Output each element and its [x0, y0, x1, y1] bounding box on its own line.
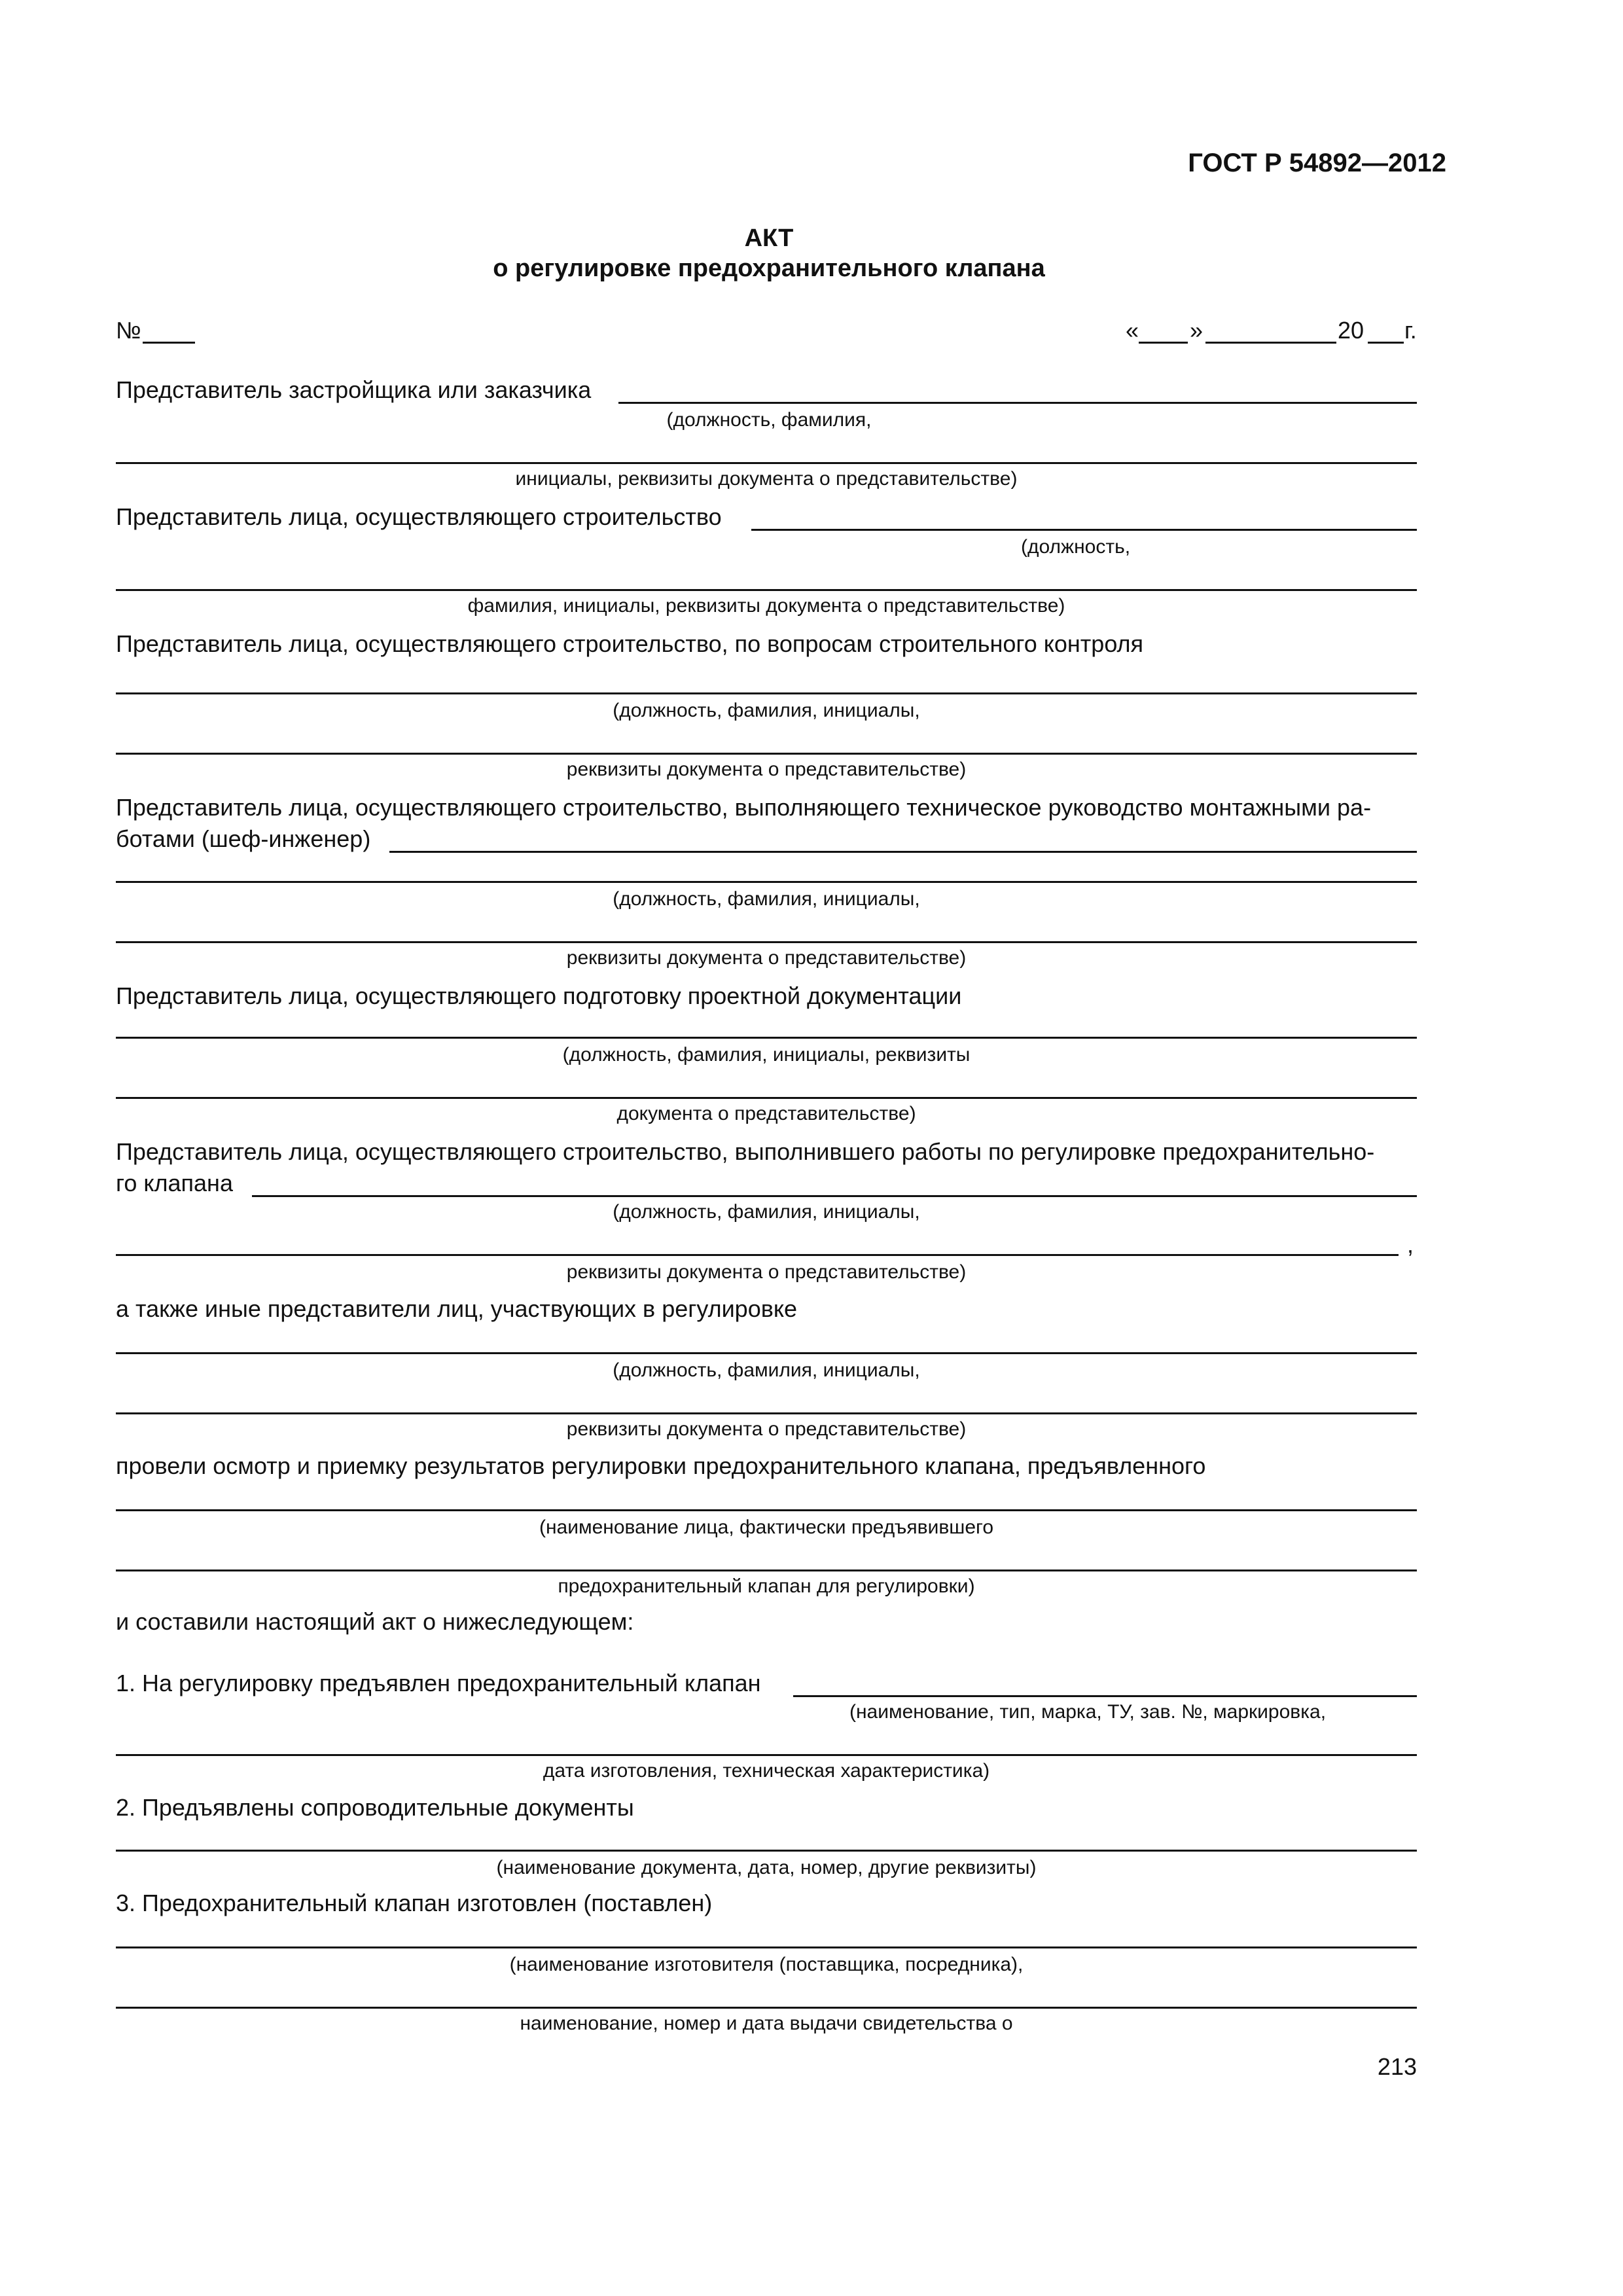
chief-rep-hint-1: (должность, фамилия, инициалы,	[613, 888, 920, 910]
builder-rep-field-2[interactable]	[116, 589, 1417, 591]
adjust-rep-hint-2: реквизиты документа о представительстве)	[566, 1261, 967, 1283]
adjust-rep-label-1: Представитель лица, осуществляющего строительство, выполнившего работы по регулировке предохранительно-	[116, 1138, 1375, 1165]
control-rep-field[interactable]	[116, 692, 1417, 694]
others-rep-hint-1: (должность, фамилия, инициалы,	[613, 1359, 920, 1381]
adjust-rep-label-2: го клапана	[116, 1170, 233, 1196]
item-3-field[interactable]	[116, 1946, 1417, 1948]
design-rep-label: Представитель лица, осуществляющего подготовку проектной документации	[116, 982, 962, 1009]
chief-rep-hint-2: реквизиты документа о представительстве)	[566, 947, 967, 969]
date-year-field[interactable]	[1368, 342, 1404, 344]
adjust-rep-hint-1: (должность, фамилия, инициалы,	[613, 1201, 920, 1223]
act-number-label: №	[116, 317, 141, 344]
item-1-field-2[interactable]	[116, 1754, 1417, 1756]
act-title: АКТ	[744, 224, 794, 252]
adjust-rep-field-2[interactable]	[116, 1254, 1399, 1256]
control-rep-field-2[interactable]	[116, 753, 1417, 755]
compiled-statement: и составили настоящий акт о нижеследующем:	[116, 1608, 634, 1635]
design-rep-hint-1: (должность, фамилия, инициалы, реквизиты	[562, 1044, 971, 1066]
chief-rep-label-1: Представитель лица, осуществляющего строительство, выполняющего техническое руководство монтажными ра-	[116, 794, 1372, 821]
inspection-label: провели осмотр и приемку результатов регулировки предохранительного клапана, предъявленного	[116, 1452, 1206, 1479]
chief-rep-field-3[interactable]	[116, 941, 1417, 943]
developer-rep-field-2[interactable]	[116, 462, 1417, 464]
date-day-field[interactable]	[1139, 342, 1188, 344]
design-rep-field[interactable]	[116, 1037, 1417, 1039]
item-3-field-2[interactable]	[116, 2007, 1417, 2009]
inspection-hint-2: предохранительный клапан для регулировки)	[558, 1575, 975, 1597]
builder-rep-label: Представитель лица, осуществляющего строительство	[116, 503, 722, 530]
item-3-hint-2: наименование, номер и дата выдачи свидетельства о	[520, 2013, 1013, 2034]
adjust-rep-comma: ,	[1407, 1231, 1414, 1258]
builder-rep-hint-2: фамилия, инициалы, реквизиты документа о представительстве)	[467, 595, 1065, 617]
item-1-hint-1: (наименование, тип, марка, ТУ, зав. №, маркировка,	[849, 1701, 1327, 1723]
developer-rep-field[interactable]	[618, 402, 1417, 404]
developer-rep-label: Представитель застройщика или заказчика	[116, 376, 592, 403]
control-rep-label: Представитель лица, осуществляющего строительство, по вопросам строительного контроля	[116, 630, 1144, 657]
date-month-field[interactable]	[1205, 342, 1336, 344]
inspection-field[interactable]	[116, 1509, 1417, 1511]
date-open-quote: «	[1126, 317, 1139, 344]
date-suffix: г.	[1404, 317, 1417, 344]
chief-rep-field[interactable]	[389, 851, 1417, 853]
item-3-hint-1: (наименование изготовителя (поставщика, посредника),	[509, 1954, 1024, 1975]
others-rep-label: а также иные представители лиц, участвующих в регулировке	[116, 1295, 798, 1322]
developer-rep-hint-1: (должность, фамилия,	[666, 409, 872, 431]
control-rep-hint-1: (должность, фамилия, инициалы,	[613, 700, 920, 721]
item-1-field[interactable]	[793, 1695, 1417, 1697]
item-2-hint-1: (наименование документа, дата, номер, другие реквизиты)	[496, 1857, 1037, 1878]
others-rep-field-2[interactable]	[116, 1412, 1417, 1414]
others-rep-hint-2: реквизиты документа о представительстве)	[566, 1418, 967, 1440]
inspection-field-2[interactable]	[116, 1570, 1417, 1571]
item-1-hint-2: дата изготовления, техническая характеристика)	[543, 1760, 990, 1782]
chief-rep-label-2: ботами (шеф-инженер)	[116, 825, 371, 852]
item-2-label: 2. Предъявлены сопроводительные документы	[116, 1794, 634, 1821]
developer-rep-hint-2: инициалы, реквизиты документа о представительстве)	[515, 468, 1018, 490]
item-3-label: 3. Предохранительный клапан изготовлен (поставлен)	[116, 1890, 713, 1916]
control-rep-hint-2: реквизиты документа о представительстве)	[566, 759, 967, 780]
item-2-field[interactable]	[116, 1850, 1417, 1852]
adjust-rep-field[interactable]	[252, 1195, 1417, 1197]
builder-rep-field[interactable]	[751, 529, 1417, 531]
others-rep-field[interactable]	[116, 1352, 1417, 1354]
date-century: 20	[1338, 317, 1364, 344]
design-rep-hint-2: документа о представительстве)	[616, 1103, 916, 1124]
chief-rep-field-2[interactable]	[116, 881, 1417, 883]
act-subtitle: о регулировке предохранительного клапана	[493, 255, 1045, 282]
standard-code: ГОСТ Р 54892—2012	[1188, 149, 1446, 177]
builder-rep-hint-1: (должность,	[1021, 536, 1131, 558]
item-1-label: 1. На регулировку предъявлен предохранительный клапан	[116, 1670, 761, 1696]
page-number: 213	[1377, 2053, 1417, 2080]
date-close-quote: »	[1190, 317, 1204, 344]
inspection-hint-1: (наименование лица, фактически предъявившего	[539, 1516, 993, 1538]
design-rep-field-2[interactable]	[116, 1097, 1417, 1099]
act-number-field[interactable]	[143, 342, 195, 344]
